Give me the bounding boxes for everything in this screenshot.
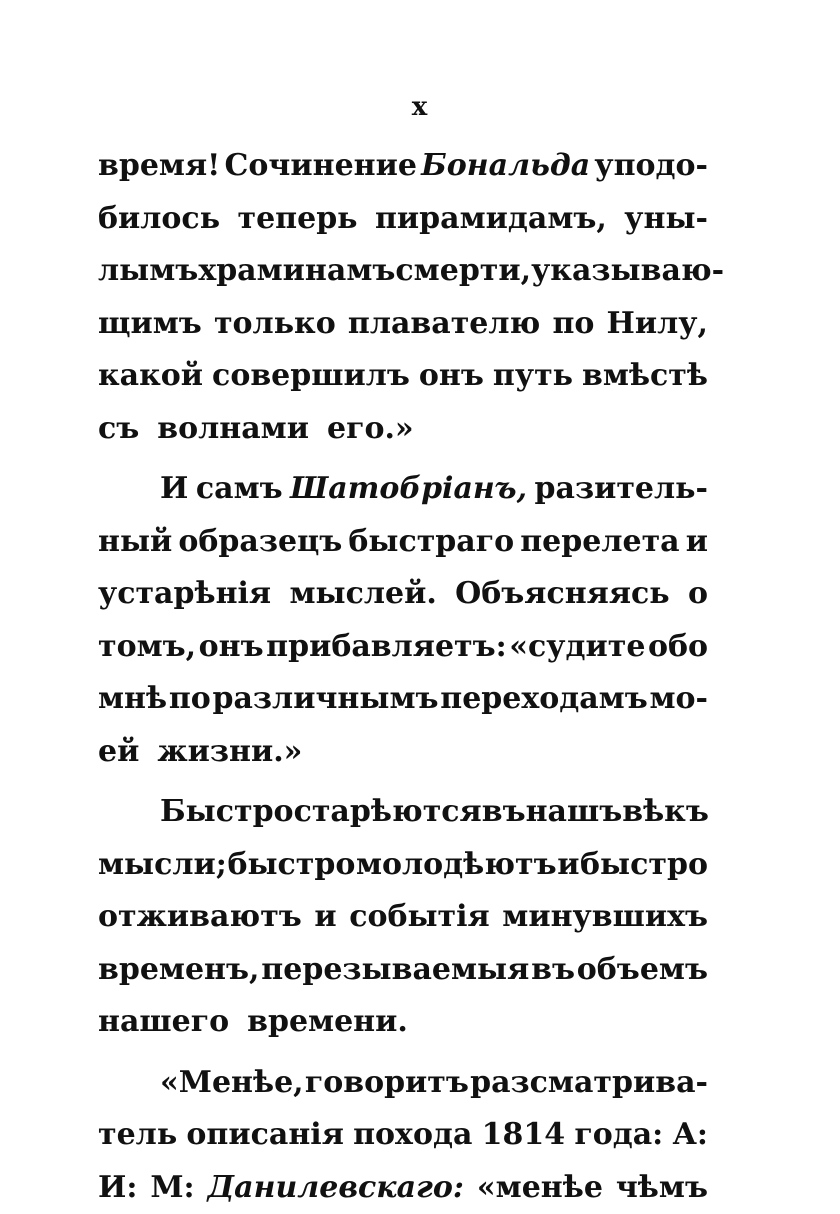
text-line <box>98 786 708 839</box>
text-word: въ <box>531 944 575 997</box>
text-word: самъ <box>196 463 283 516</box>
text-word: молодѣютъ <box>356 839 557 892</box>
text-word: Объясняясь <box>455 568 670 621</box>
text-word: какой <box>98 350 203 403</box>
text-line <box>98 891 708 944</box>
text-word: Шатобріанъ, <box>290 463 527 516</box>
text-word: въ <box>482 786 526 839</box>
text-word: прибавляетъ: <box>266 621 507 674</box>
text-word: совершилъ <box>212 350 410 403</box>
text-line <box>98 839 708 892</box>
text-word: объемъ <box>577 944 708 997</box>
text-word: событія <box>349 891 490 944</box>
text-word: чѣмъ <box>616 1162 708 1214</box>
text-word: Сочинение <box>225 140 417 193</box>
text-word: года: <box>574 1109 663 1162</box>
text-word: описанія <box>186 1109 343 1162</box>
text-line <box>98 403 708 456</box>
text-word: мо- <box>649 673 708 726</box>
text-word: быстраго <box>348 516 514 569</box>
text-line <box>98 245 708 298</box>
text-word: билось <box>98 193 220 246</box>
text-word: указываю- <box>531 245 724 298</box>
text-word: обо <box>648 621 708 674</box>
text-word: нашъ <box>526 786 623 839</box>
text-word: Бональда <box>421 140 590 193</box>
text-word: съ <box>98 403 139 456</box>
text-word: теперь <box>237 193 357 246</box>
text-word: мыслей. <box>289 568 436 621</box>
text-line <box>98 516 708 569</box>
text-line <box>98 1162 708 1214</box>
text-word: различнымъ <box>213 673 439 726</box>
text-word: волнами <box>157 403 309 456</box>
text-word: уподо- <box>594 140 708 193</box>
body-text <box>98 140 708 1214</box>
text-word: уны- <box>624 193 708 246</box>
text-word: онъ <box>199 621 264 674</box>
text-word: по <box>552 298 594 351</box>
text-word: говоритъ <box>305 1057 469 1110</box>
text-word: нашего <box>98 996 229 1049</box>
text-word: 1814 <box>482 1109 566 1162</box>
text-word: пирамидамъ, <box>375 193 607 246</box>
text-line <box>98 1057 708 1110</box>
text-line <box>98 726 708 779</box>
text-word: старѣются <box>294 786 482 839</box>
text-word: «менѣе <box>477 1162 603 1214</box>
text-line <box>98 944 708 997</box>
text-word: Быстро <box>160 786 294 839</box>
text-line <box>98 568 708 621</box>
text-word: И: <box>98 1162 137 1214</box>
text-word: тель <box>98 1109 177 1162</box>
text-line <box>98 298 708 351</box>
text-word: «судите <box>509 621 645 674</box>
text-word: его.» <box>327 403 414 456</box>
text-word: отживаютъ <box>98 891 302 944</box>
text-word: разитель- <box>535 463 708 516</box>
text-word: и <box>686 516 708 569</box>
text-word: плавателю <box>348 298 540 351</box>
text-word: храминамъ <box>198 245 395 298</box>
text-word: жизни.» <box>157 726 302 779</box>
text-line <box>98 1109 708 1162</box>
text-word: устарѣнія <box>98 568 271 621</box>
text-word: томъ, <box>98 621 196 674</box>
text-word: вмѣстѣ <box>582 350 708 403</box>
text-word: образецъ <box>178 516 342 569</box>
text-word: ный <box>98 516 172 569</box>
text-word: И <box>160 463 188 516</box>
text-word: быстро <box>580 839 708 892</box>
text-word: похода <box>353 1109 472 1162</box>
text-word: Нилу, <box>607 298 708 351</box>
text-word: ей <box>98 726 139 779</box>
text-line <box>98 140 708 193</box>
text-word: разсматрива- <box>470 1057 708 1110</box>
text-word: онъ <box>419 350 484 403</box>
text-word: лымъ <box>98 245 198 298</box>
text-line <box>98 996 708 1049</box>
text-word: щимъ <box>98 298 202 351</box>
text-word: быстро <box>227 839 355 892</box>
text-word: мнѣ <box>98 673 167 726</box>
text-word: М: <box>150 1162 194 1214</box>
text-word: и <box>557 839 579 892</box>
text-word: время! <box>98 140 220 193</box>
text-word: переходамъ <box>440 673 648 726</box>
text-word: Данилевскаго: <box>208 1162 465 1214</box>
text-line <box>98 350 708 403</box>
text-word: путь <box>493 350 573 403</box>
text-word: по <box>169 673 211 726</box>
text-line <box>98 463 708 516</box>
text-word: минувшихъ <box>502 891 708 944</box>
text-line <box>98 673 708 726</box>
page-number: x <box>0 92 840 122</box>
text-word: времени. <box>247 996 408 1049</box>
text-line <box>98 193 708 246</box>
text-line <box>98 621 708 674</box>
text-word: перелета <box>520 516 679 569</box>
text-word: и <box>314 891 336 944</box>
text-word: о <box>688 568 708 621</box>
text-word: перезываемыя <box>261 944 529 997</box>
text-word: временъ, <box>98 944 259 997</box>
text-word: смерти, <box>395 245 531 298</box>
text-word: вѣкъ <box>622 786 709 839</box>
text-word: А: <box>672 1109 708 1162</box>
text-word: «Менѣе, <box>160 1057 304 1110</box>
text-word: только <box>214 298 336 351</box>
text-word: мысли; <box>98 839 227 892</box>
